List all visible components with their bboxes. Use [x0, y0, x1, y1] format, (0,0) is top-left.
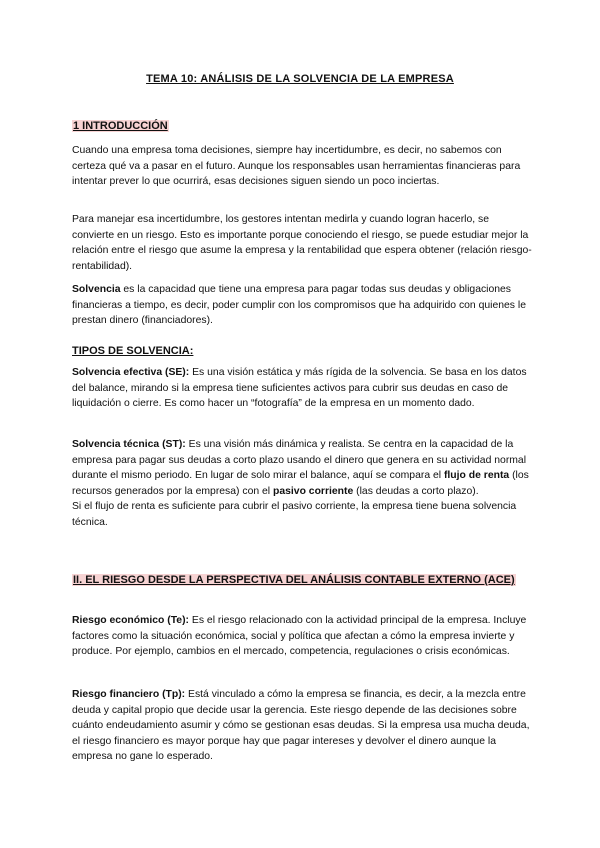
text-segment: (las deudas a corto plazo). [353, 485, 479, 497]
section-2-heading-wrap [72, 570, 532, 588]
solvencia-efectiva [72, 365, 532, 412]
paragraph-text: Para manejar esa incertidumbre, los gestores intentan medirla y cuando logran hacerlo, se convierte en un riesgo. Esto es importante porque conociendo el riesgo, se puede estudiar mejor la relación entre el riesgo que asume la empresa y la rentabilidad que espera obtener (relación riesgo-rentabilidad). [72, 214, 532, 272]
term-flujo-de-renta: flujo de renta [443, 470, 510, 482]
term-riesgo-financiero: Riesgo financiero (Tp): [72, 689, 186, 700]
definition-text: Es una visión estática y más rígida de la solvencia. Se basa en los datos del balance, mirando si la empresa tiene suficientes activos para cubrir sus deudas en caso de liquidación o cierre. Es como hacer un “fotografía” de la empresa en un momento dado. [72, 367, 527, 410]
term-solvencia-efectiva: Solvencia efectiva (SE): [72, 367, 190, 378]
tipos-heading-wrap [72, 341, 532, 359]
paragraph-text: Cuando una empresa toma decisiones, siempre hay incertidumbre, es decir, no sabemos con certeza qué va a pasar en el futuro. Aunque los responsables usan herramientas financieras para intentar prever lo que ocurrirá, esas decisiones siguen siendo un poco inciertas. [72, 145, 521, 188]
definition-text: Es el riesgo relacionado con la actividad principal de la empresa. Incluye factores como la situación económica, social y política que afectan a cómo la empresa invierte y produce. Por ejemplo, cambios en el mercado, competencia, regulaciones o crisis económicas. [72, 615, 527, 658]
definition-text: es la capacidad que tiene una empresa para pagar todas sus deudas y obligaciones financieras a tiempo, es decir, poder cumplir con los compromisos que ha adquirido con quienes le prestan dinero (financiadores). [72, 284, 526, 327]
intro-paragraph-1 [72, 143, 532, 190]
solvencia-tecnica [72, 437, 532, 531]
term-solvencia-tecnica: Solvencia técnica (ST): [72, 439, 186, 450]
paragraph-text [72, 613, 532, 660]
definition-text: Está vinculado a cómo la empresa se financia, es decir, a la mezcla entre deuda y capital propio que decide usar la gerencia. Este riesgo depende de las decisiones sobre cuánto endeudamiento asumir y cómo se gestionan esas deudas. Si la empresa usa mucha deuda, el riesgo financiero es mayor porque hay que pagar intereses y devolver el dinero aunque la empresa no gane lo esperado. [72, 689, 530, 763]
paragraph-text [72, 437, 532, 499]
document-title: TEMA 10: ANÁLISIS DE LA SOLVENCIA DE LA EMPRESA [146, 73, 454, 85]
intro-paragraph-2 [72, 212, 532, 274]
section-2-heading: II. EL RIESGO DESDE LA PERSPECTIVA DEL ANÁLISIS CONTABLE EXTERNO (ACE) [73, 574, 515, 586]
text-segment: (los recursos generados por la empresa) con el [72, 470, 529, 497]
solvencia-definition [72, 282, 532, 329]
tipos-solvencia-heading: TIPOS DE SOLVENCIA: [72, 345, 194, 357]
section-1-heading-wrap [72, 116, 532, 134]
term-solvencia: Solvencia [72, 284, 121, 295]
text-segment: Es una visión más dinámica y realista. Se centra en la capacidad de la empresa para pagar sus deudas a corto plazo usando el dinero que genera en su actividad normal durante el mismo periodo. En lugar de solo mirar el balance, aquí se compara el [72, 439, 527, 482]
paragraph-text [72, 282, 532, 329]
paragraph-text [72, 687, 532, 765]
term-pasivo-corriente: pasivo corriente [273, 485, 354, 497]
riesgo-financiero [72, 687, 532, 765]
paragraph-text [72, 365, 532, 412]
paragraph-text: Si el flujo de renta es suficiente para cubrir el pasivo corriente, la empresa tiene buena solvencia técnica. [72, 501, 517, 528]
riesgo-economico [72, 613, 532, 660]
term-riesgo-economico: Riesgo económico (Te): [72, 615, 190, 626]
section-1-heading: 1 INTRODUCCIÓN [73, 120, 168, 132]
